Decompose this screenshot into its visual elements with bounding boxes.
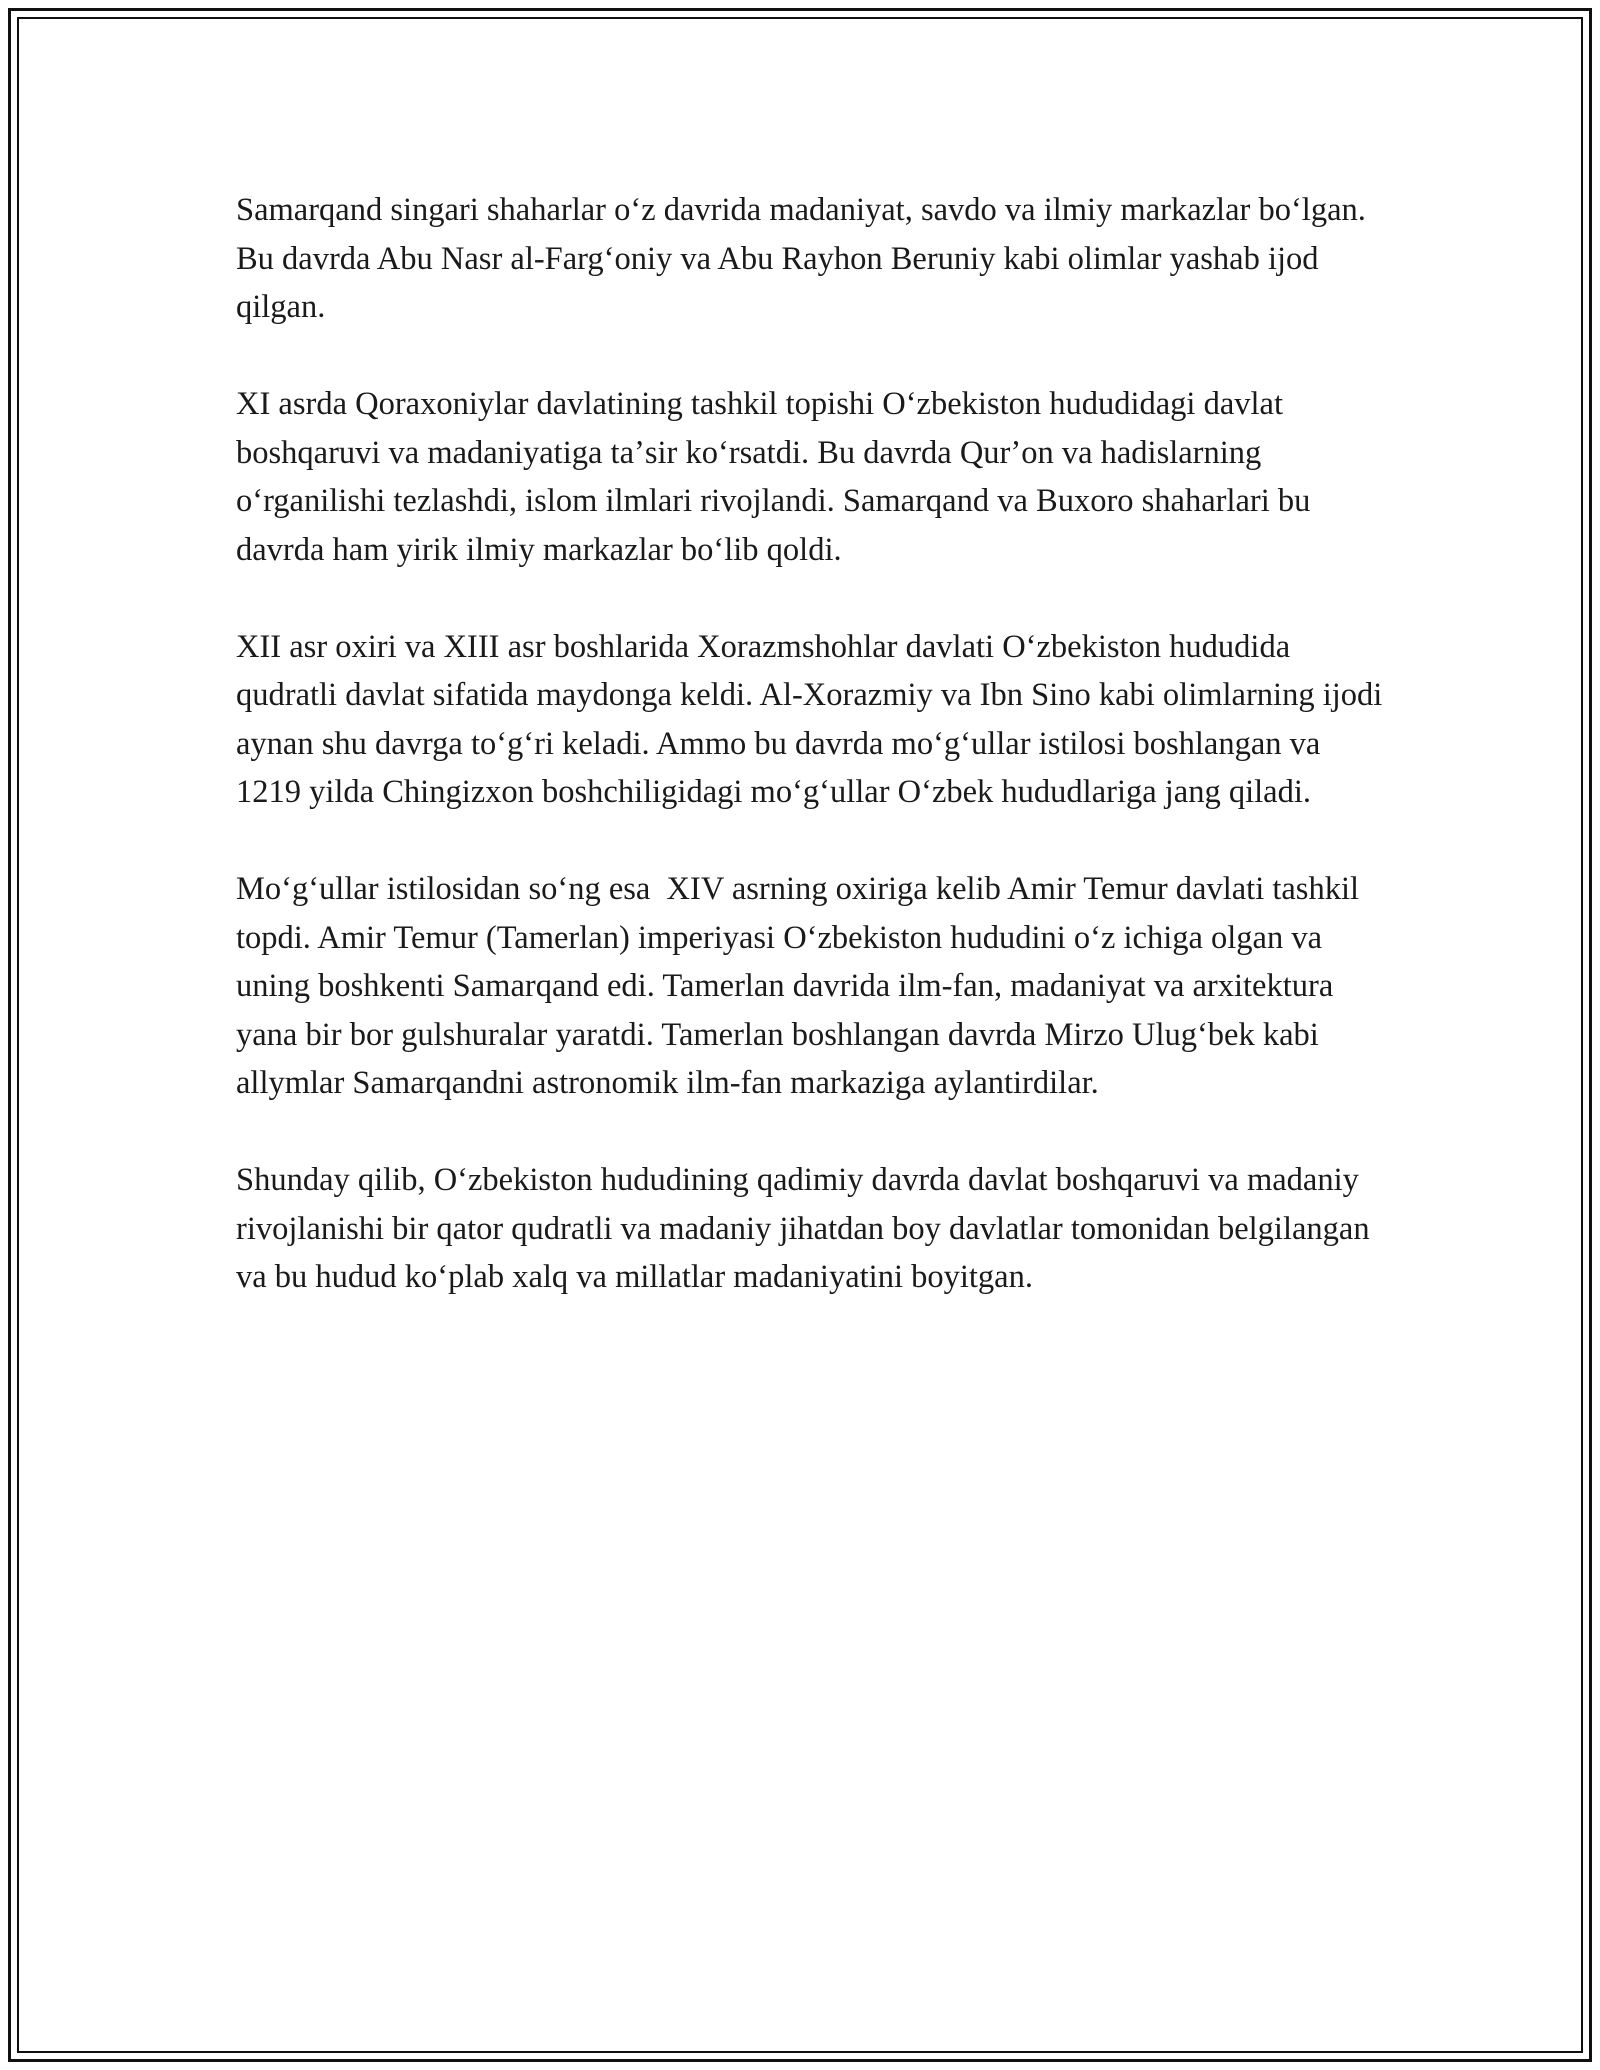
paragraph-xorazmshohlar: XII asr oxiri va XIII asr boshlarida Xorazmshohlar davlati Oʻzbekiston hududida qudratli davlat sifatida maydonga keldi. Al-Xorazmiy va Ibn Sino kabi olimlarning ijodi aynan shu davrga toʻgʻri keladi. Ammo bu davrda moʻgʻullar istilosi boshlangan va 1219 yilda Chingizxon boshchiligidagi moʻgʻullar Oʻzbek hududlariga jang qiladi. — [236, 628, 1391, 810]
paragraph-samarqand-centers: Samarqand singari shaharlar oʻz davrida madaniyat, savdo va ilmiy markazlar boʻlgan. Bu davrda Abu Nasr al-Fargʻoniy va Abu Rayhon Beruniy kabi olimlar yashab ijod qilgan. — [236, 192, 1374, 325]
paragraph-amir-temur: Moʻgʻullar istilosidan soʻng esa XIV asrning oxiriga kelib Amir Temur davlati tashkil topdi. Amir Temur (Tamerlan) imperiyasi Oʻzbekiston hududini oʻz ichiga olgan va uning boshkenti Samarqand edi. Tamerlan davrida ilm-fan, madaniyat va arxitektura yana bir bor gulshuralar yaratdi. Tamerlan boshlangan davrda Mirzo Ulugʻbek kabi allymlar Samarqandni astronomik ilm-fan markaziga aylantirdilar. — [236, 871, 1368, 1101]
paragraph-conclusion: Shunday qilib, Oʻzbekiston hududining qadimiy davrda davlat boshqaruvi va madaniy rivojlanishi bir qator qudratli va madaniy jihatdan boy davlatlar tomonidan belgilangan va bu hudud koʻplab xalq va millatlar madaniyatini boyitgan. — [236, 1162, 1378, 1295]
paragraph-qoraxoniylar: XI asrda Qoraxoniylar davlatining tashkil topishi Oʻzbekiston hududidagi davlat boshqaruvi va madaniyatiga taʼsir koʻrsatdi. Bu davrda Qurʼon va hadislarning oʻrganilishi tezlashdi, islom ilmlari rivojlandi. Samarqand va Buxoro shaharlari bu davrda ham yirik ilmiy markazlar boʻlib qoldi. — [236, 386, 1319, 568]
document-body — [236, 186, 1391, 1350]
